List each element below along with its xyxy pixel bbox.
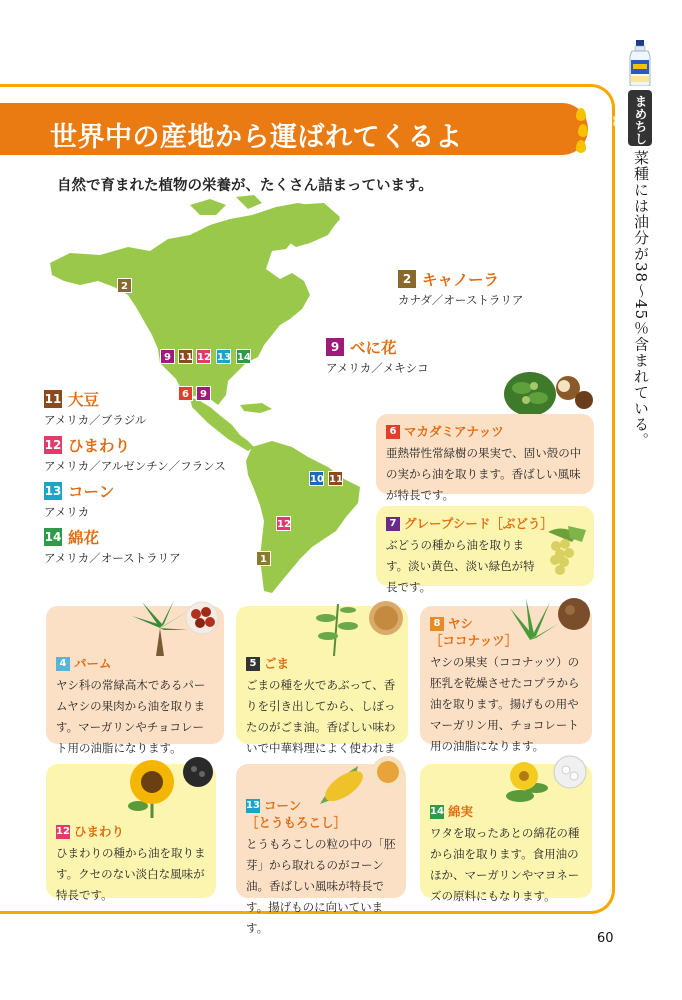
region-corn: 13 コーン アメリカ (44, 483, 115, 519)
palm-illustration (128, 598, 228, 658)
region-cotton: 14 綿花 アメリカ／オーストラリア (44, 529, 181, 565)
page-title: 世界中の産地から運ばれてくるよ (50, 122, 463, 153)
map-marker: 10 (309, 471, 324, 486)
oil-bottle-icon (627, 40, 653, 86)
map-marker: 1 (256, 551, 271, 566)
map-marker: 11 (178, 349, 193, 364)
card-cotton: 14 綿実 ワタを取ったあとの綿花の種から油を取ります。食用油のほか、マーガリンやマヨネーズの原料にもなります。 (420, 764, 592, 898)
region-canola: 2 キャノーラ カナダ／オーストラリア (398, 271, 524, 307)
page-subtitle: 自然で育まれた植物の栄養が、たくさん詰まっています。 (57, 178, 433, 194)
corn-illustration (312, 752, 408, 814)
map-marker: 12 (276, 516, 291, 531)
map-marker: 2 (117, 278, 132, 293)
card-coconut: 8 ヤシ ［ココナッツ］ ヤシの果実（ココナッツ）の胚乳を乾燥させたコプラから油を取ります。揚げもの用やマーガリン用、チョコレート用の油脂になります。 (420, 606, 592, 744)
card-corn: 13 コーン ［とうもろこし］ とうもろこしの粒の中の「胚芽」から取れるのがコーン油。香ばしい風味が特長です。揚げものに向いています。 (236, 764, 406, 898)
sunflower-illustration (124, 754, 220, 818)
map-marker: 14 (236, 349, 251, 364)
page-number: 60 (597, 931, 614, 946)
region-soybean: 11 大豆 アメリカ／ブラジル (44, 391, 147, 427)
grape-illustration (538, 522, 594, 578)
region-safflower: 9 べに花 アメリカ／メキシコ (326, 339, 429, 375)
trivia-tag: まめちしき (628, 90, 652, 146)
coconut-illustration (500, 596, 596, 646)
card-sesame: 5 ごま ごまの種を火であぶって、香りを引き出してから、しぼったのがごま油。香ばしい味わいで中華料理によく使われま (236, 606, 408, 744)
map-marker: 11 (328, 471, 343, 486)
macadamia-illustration (500, 366, 595, 421)
map-marker: 9 (196, 386, 211, 401)
card-grapeseed: 7 グレープシード［ぶどう］ ぶどうの種から油を取ります。淡い黄色、淡い緑色が特長です。 (376, 506, 594, 586)
map-marker: 6 (178, 386, 193, 401)
card-macadamia: 6 マカダミアナッツ 亜熱帯性常緑樹の果実で、固い殻の中の実から油を取ります。香ばしい風味が特長です。 (376, 414, 594, 494)
sesame-illustration (312, 598, 408, 656)
trivia-text: 菜種には油分が38〜45％含まれている。 (632, 150, 650, 449)
oil-drops-decoration (572, 108, 592, 154)
title-bar (0, 103, 588, 155)
map-marker: 9 (160, 349, 175, 364)
map-marker: 13 (216, 349, 231, 364)
card-sunflower: 12 ひまわり ひまわりの種から油を取ります。クセのない淡白な風味が特長です。 (46, 764, 216, 898)
cotton-illustration (496, 752, 592, 812)
card-palm: 4 パーム ヤシ科の常緑高木であるパームヤシの果肉から油を取ります。マーガリンやチョコレート用の油脂になります。 (46, 606, 224, 744)
region-sunflower: 12 ひまわり アメリカ／アルゼンチン／フランス (44, 437, 226, 473)
map-marker: 12 (196, 349, 211, 364)
